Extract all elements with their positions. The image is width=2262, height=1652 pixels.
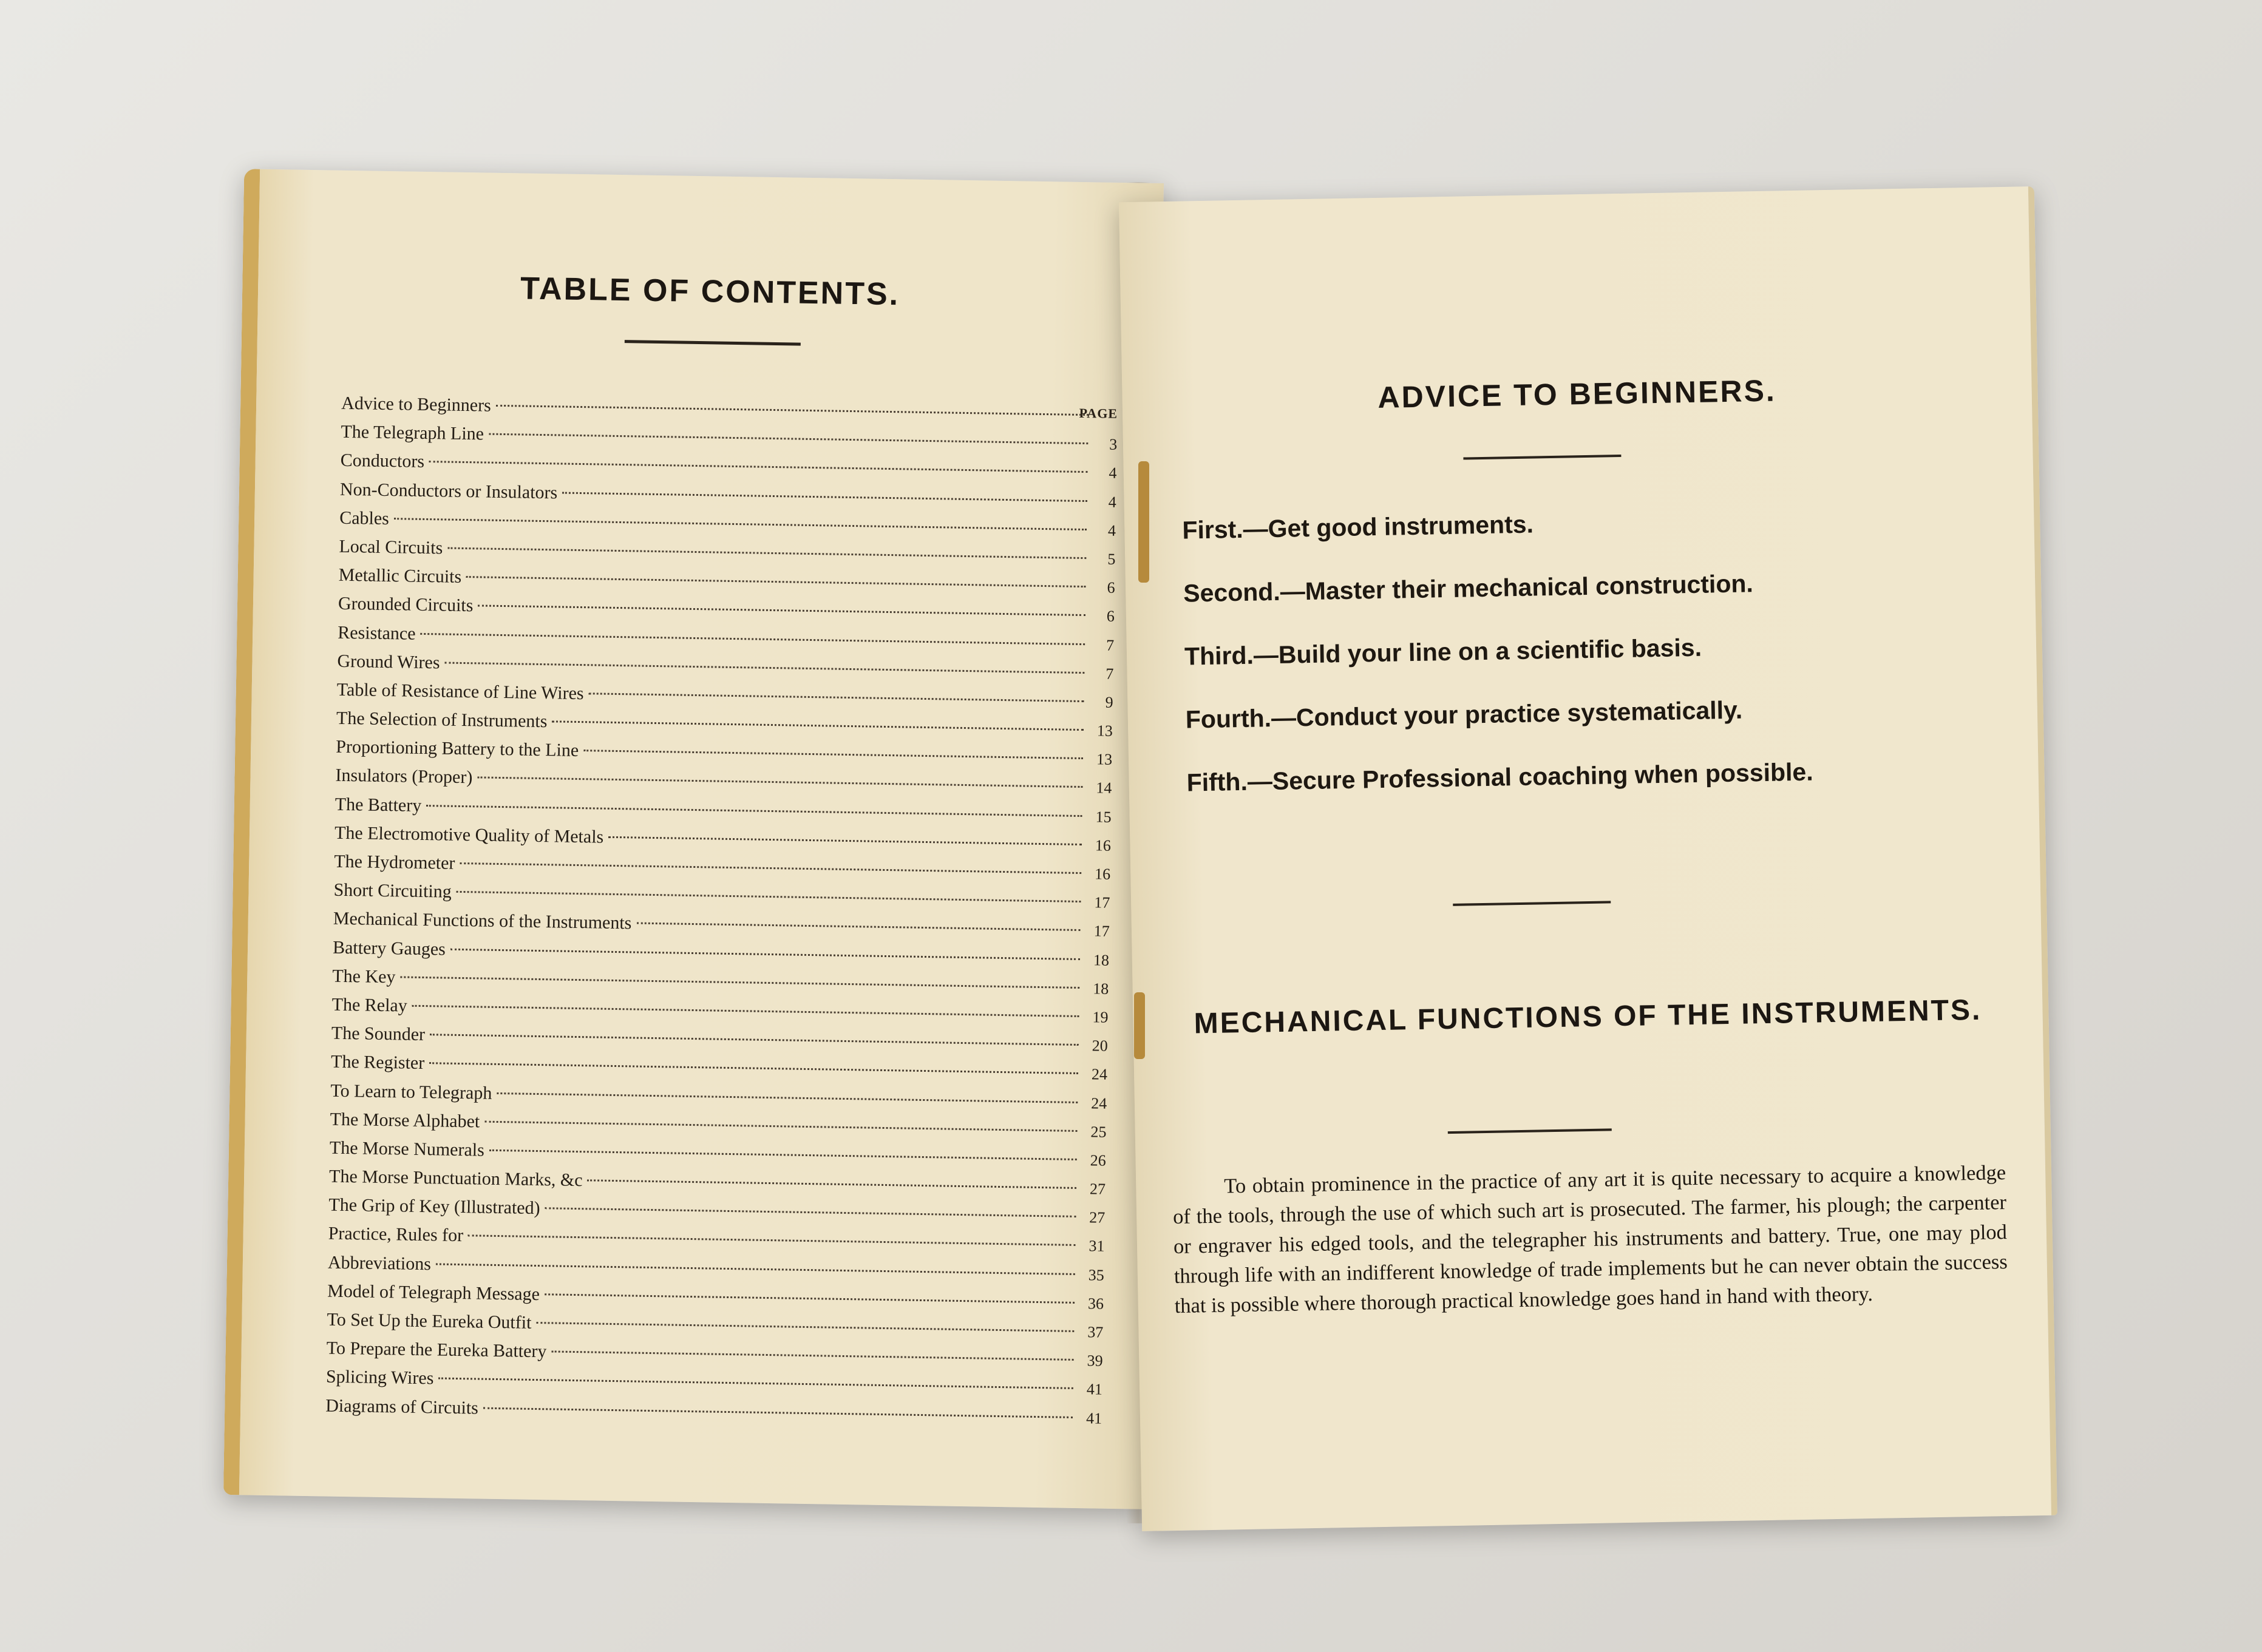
toc-dot-leader <box>436 1263 1075 1275</box>
toc-entry-page: 19 <box>1092 1008 1109 1026</box>
toc-entry-page: 27 <box>1089 1208 1106 1227</box>
toc-entry-page: 35 <box>1088 1265 1105 1284</box>
toc-dot-leader <box>394 518 1087 530</box>
toc-dot-leader <box>636 922 1080 931</box>
toc-dot-leader <box>460 862 1081 874</box>
toc-entry-page: 20 <box>1092 1037 1108 1055</box>
toc-entry-title: The Morse Numerals <box>329 1137 485 1160</box>
toc-entry-page: 13 <box>1096 750 1113 769</box>
toc-dot-leader <box>496 405 1089 416</box>
toc-entry-page: 16 <box>1095 836 1112 855</box>
toc-dot-leader <box>400 976 1079 989</box>
toc-dot-leader <box>438 1378 1073 1389</box>
toc-entry-title: Non-Conductors or Insulators <box>339 479 558 503</box>
toc-entry-title: Conductors <box>340 450 425 472</box>
toc-entry-page: 17 <box>1093 922 1110 941</box>
toc-dot-leader <box>608 836 1082 845</box>
advice-item: Fourth.—Conduct your practice systematically. <box>1185 696 1743 734</box>
toc-entry-page: 3 <box>1109 435 1118 454</box>
toc-entry-title: Diagrams of Circuits <box>325 1395 479 1418</box>
toc-entry-page: 4 <box>1108 493 1117 511</box>
toc-entry-page: 36 <box>1087 1295 1104 1313</box>
toc-entry-title: The Morse Punctuation Marks, &c <box>328 1166 583 1191</box>
toc-entry-page: 13 <box>1096 722 1113 740</box>
toc-entry-title: Short Circuiting <box>333 879 452 902</box>
mechanical-functions-paragraph: To obtain prominence in the practice of any art it is quite necessary to acquire a knowledge of the tools, through the use of which such art is prosecuted. The farmer, his plough; the carpenter or engraver his edged tools, and the telegrapher his instruments and battery. True, one may plod through life with an indifferent knowledge of trade implements but he can never obtain the success that is possible where thorough practical knowledge goes hand in hand with theory. <box>1172 1161 2008 1318</box>
toc-entry-page: 16 <box>1094 865 1111 883</box>
toc-dot-leader <box>545 1293 1075 1304</box>
toc-dot-leader <box>426 805 1082 817</box>
toc-dot-leader <box>447 547 1086 560</box>
toc-dot-leader <box>552 720 1084 731</box>
toc-dot-leader <box>421 632 1085 645</box>
toc-entry-title: Metallic Circuits <box>338 564 462 587</box>
toc-entry-page: 6 <box>1106 607 1115 626</box>
toc-title: TABLE OF CONTENTS. <box>520 271 900 313</box>
toc-entry-page: 7 <box>1106 636 1115 654</box>
toc-title-rule <box>625 340 801 346</box>
toc-dot-leader <box>489 433 1088 445</box>
toc-entry-title: To Learn to Telegraph <box>330 1080 492 1103</box>
toc-entry-title: Grounded Circuits <box>338 594 474 616</box>
toc-entry-page: 7 <box>1106 665 1114 683</box>
toc-entry-title: Abbreviations <box>327 1252 432 1274</box>
toc-dot-leader <box>489 1149 1077 1160</box>
toc-entry-title: The Electromotive Quality of Metals <box>334 822 604 847</box>
toc-entry-title: The Sounder <box>331 1023 426 1045</box>
right-page <box>1119 186 2057 1531</box>
binding-staple-bottom <box>1134 992 1145 1059</box>
toc-dot-leader <box>429 1063 1078 1075</box>
toc-entry-page: 24 <box>1091 1065 1108 1084</box>
toc-entry-title: Mechanical Functions of the Instruments <box>333 909 632 933</box>
toc-entry-title: The Telegraph Line <box>341 421 484 444</box>
toc-entry-page: 37 <box>1087 1323 1104 1341</box>
toc-dot-leader <box>562 492 1087 502</box>
toc-entry-page: 39 <box>1087 1352 1103 1370</box>
toc-entry-page: 17 <box>1094 893 1110 912</box>
toc-entry-title: The Selection of Instruments <box>336 708 548 732</box>
toc-entry-title: The Key <box>332 966 396 987</box>
toc-dot-leader <box>483 1407 1073 1418</box>
toc-dot-leader <box>484 1120 1077 1131</box>
mechanical-functions-title: MECHANICAL FUNCTIONS OF THE INSTRUMENTS. <box>1194 994 1982 1040</box>
toc-dot-leader <box>466 576 1085 587</box>
toc-entry-page: 4 <box>1107 521 1116 540</box>
toc-entry-page: 41 <box>1085 1409 1102 1427</box>
toc-dot-leader <box>450 948 1080 960</box>
toc-dot-leader <box>478 605 1085 617</box>
toc-entry-title: To Prepare the Eureka Battery <box>326 1338 547 1362</box>
toc-dot-leader <box>412 1005 1079 1017</box>
toc-entry-page: 9 <box>1105 693 1113 711</box>
advice-item: Fifth.—Secure Professional coaching when possible. <box>1186 757 1814 797</box>
toc-entry-page: 14 <box>1096 779 1112 797</box>
toc-entry-title: The Relay <box>331 994 408 1016</box>
toc-dot-leader <box>551 1351 1073 1361</box>
toc-dot-leader <box>429 461 1088 473</box>
advice-item: First.—Get good instruments. <box>1182 510 1534 544</box>
toc-entry-page: 27 <box>1089 1180 1106 1198</box>
advice-item: Second.—Master their mechanical construction. <box>1183 569 1754 608</box>
toc-entry-title: The Battery <box>335 794 422 816</box>
toc-dot-leader <box>536 1322 1074 1332</box>
toc-entry-title: Insulators (Proper) <box>335 765 473 788</box>
toc-entry-title: The Morse Alphabet <box>330 1109 480 1132</box>
toc-entry-page: 18 <box>1092 980 1109 998</box>
toc-entry-title: Battery Gauges <box>332 937 446 960</box>
toc-dot-leader <box>589 692 1084 702</box>
toc-entry-title: The Register <box>330 1051 425 1074</box>
advice-item: Third.—Build your line on a scientific basis. <box>1184 633 1702 671</box>
toc-dot-leader <box>588 1179 1077 1189</box>
toc-entry-page: 25 <box>1090 1123 1107 1141</box>
toc-dot-leader <box>468 1235 1076 1247</box>
toc-entry-title: Resistance <box>338 622 416 644</box>
toc-dot-leader <box>497 1092 1078 1103</box>
advice-list <box>1182 484 2003 814</box>
section-divider-rule <box>1453 901 1611 906</box>
toc-entry-title: Splicing Wires <box>325 1366 434 1389</box>
toc-dot-leader <box>445 662 1085 674</box>
toc-entry-title: Practice, Rules for <box>328 1224 464 1246</box>
toc-entry-page: 18 <box>1093 950 1110 969</box>
toc-entry-title: To Set Up the Eureka Outfit <box>327 1309 532 1333</box>
toc-entry-title: The Hydrometer <box>334 851 455 873</box>
toc-entry-page: 31 <box>1089 1237 1105 1256</box>
toc-dot-leader <box>430 1034 1079 1046</box>
toc-entry-title: Local Circuits <box>339 536 443 558</box>
toc-dot-leader <box>545 1207 1076 1217</box>
binding-staple-top <box>1138 461 1149 583</box>
toc-entry-page: 15 <box>1095 808 1112 826</box>
toc-page-label: PAGE <box>1079 405 1118 421</box>
toc-entry-page: 24 <box>1091 1094 1107 1112</box>
toc-entry-page: 5 <box>1107 550 1116 568</box>
toc-entry-title: Ground Wires <box>337 651 440 673</box>
toc-dot-leader <box>457 891 1081 902</box>
advice-title-rule <box>1463 455 1621 460</box>
toc-entry-page: 6 <box>1107 578 1115 597</box>
toc-entry-title: Table of Resistance of Line Wires <box>336 679 584 704</box>
toc-entry-title: Model of Telegraph Message <box>327 1281 540 1304</box>
toc-dot-leader <box>477 777 1082 788</box>
toc-entry-page: 41 <box>1086 1380 1103 1399</box>
advice-title: ADVICE TO BEGINNERS. <box>1377 373 1777 415</box>
toc-entry-title: Proportioning Battery to the Line <box>336 736 579 761</box>
toc-entry-title: The Grip of Key (Illustrated) <box>328 1194 540 1219</box>
toc-entry-page: 4 <box>1109 464 1117 482</box>
toc-dot-leader <box>583 750 1083 759</box>
left-page <box>223 169 1164 1509</box>
toc-entry-title: Advice to Beginners <box>341 393 492 416</box>
toc-entry-page: 26 <box>1090 1151 1106 1170</box>
mechanical-title-rule <box>1448 1128 1612 1134</box>
toc-list <box>325 389 1118 1432</box>
toc-entry-title: Cables <box>339 507 390 529</box>
